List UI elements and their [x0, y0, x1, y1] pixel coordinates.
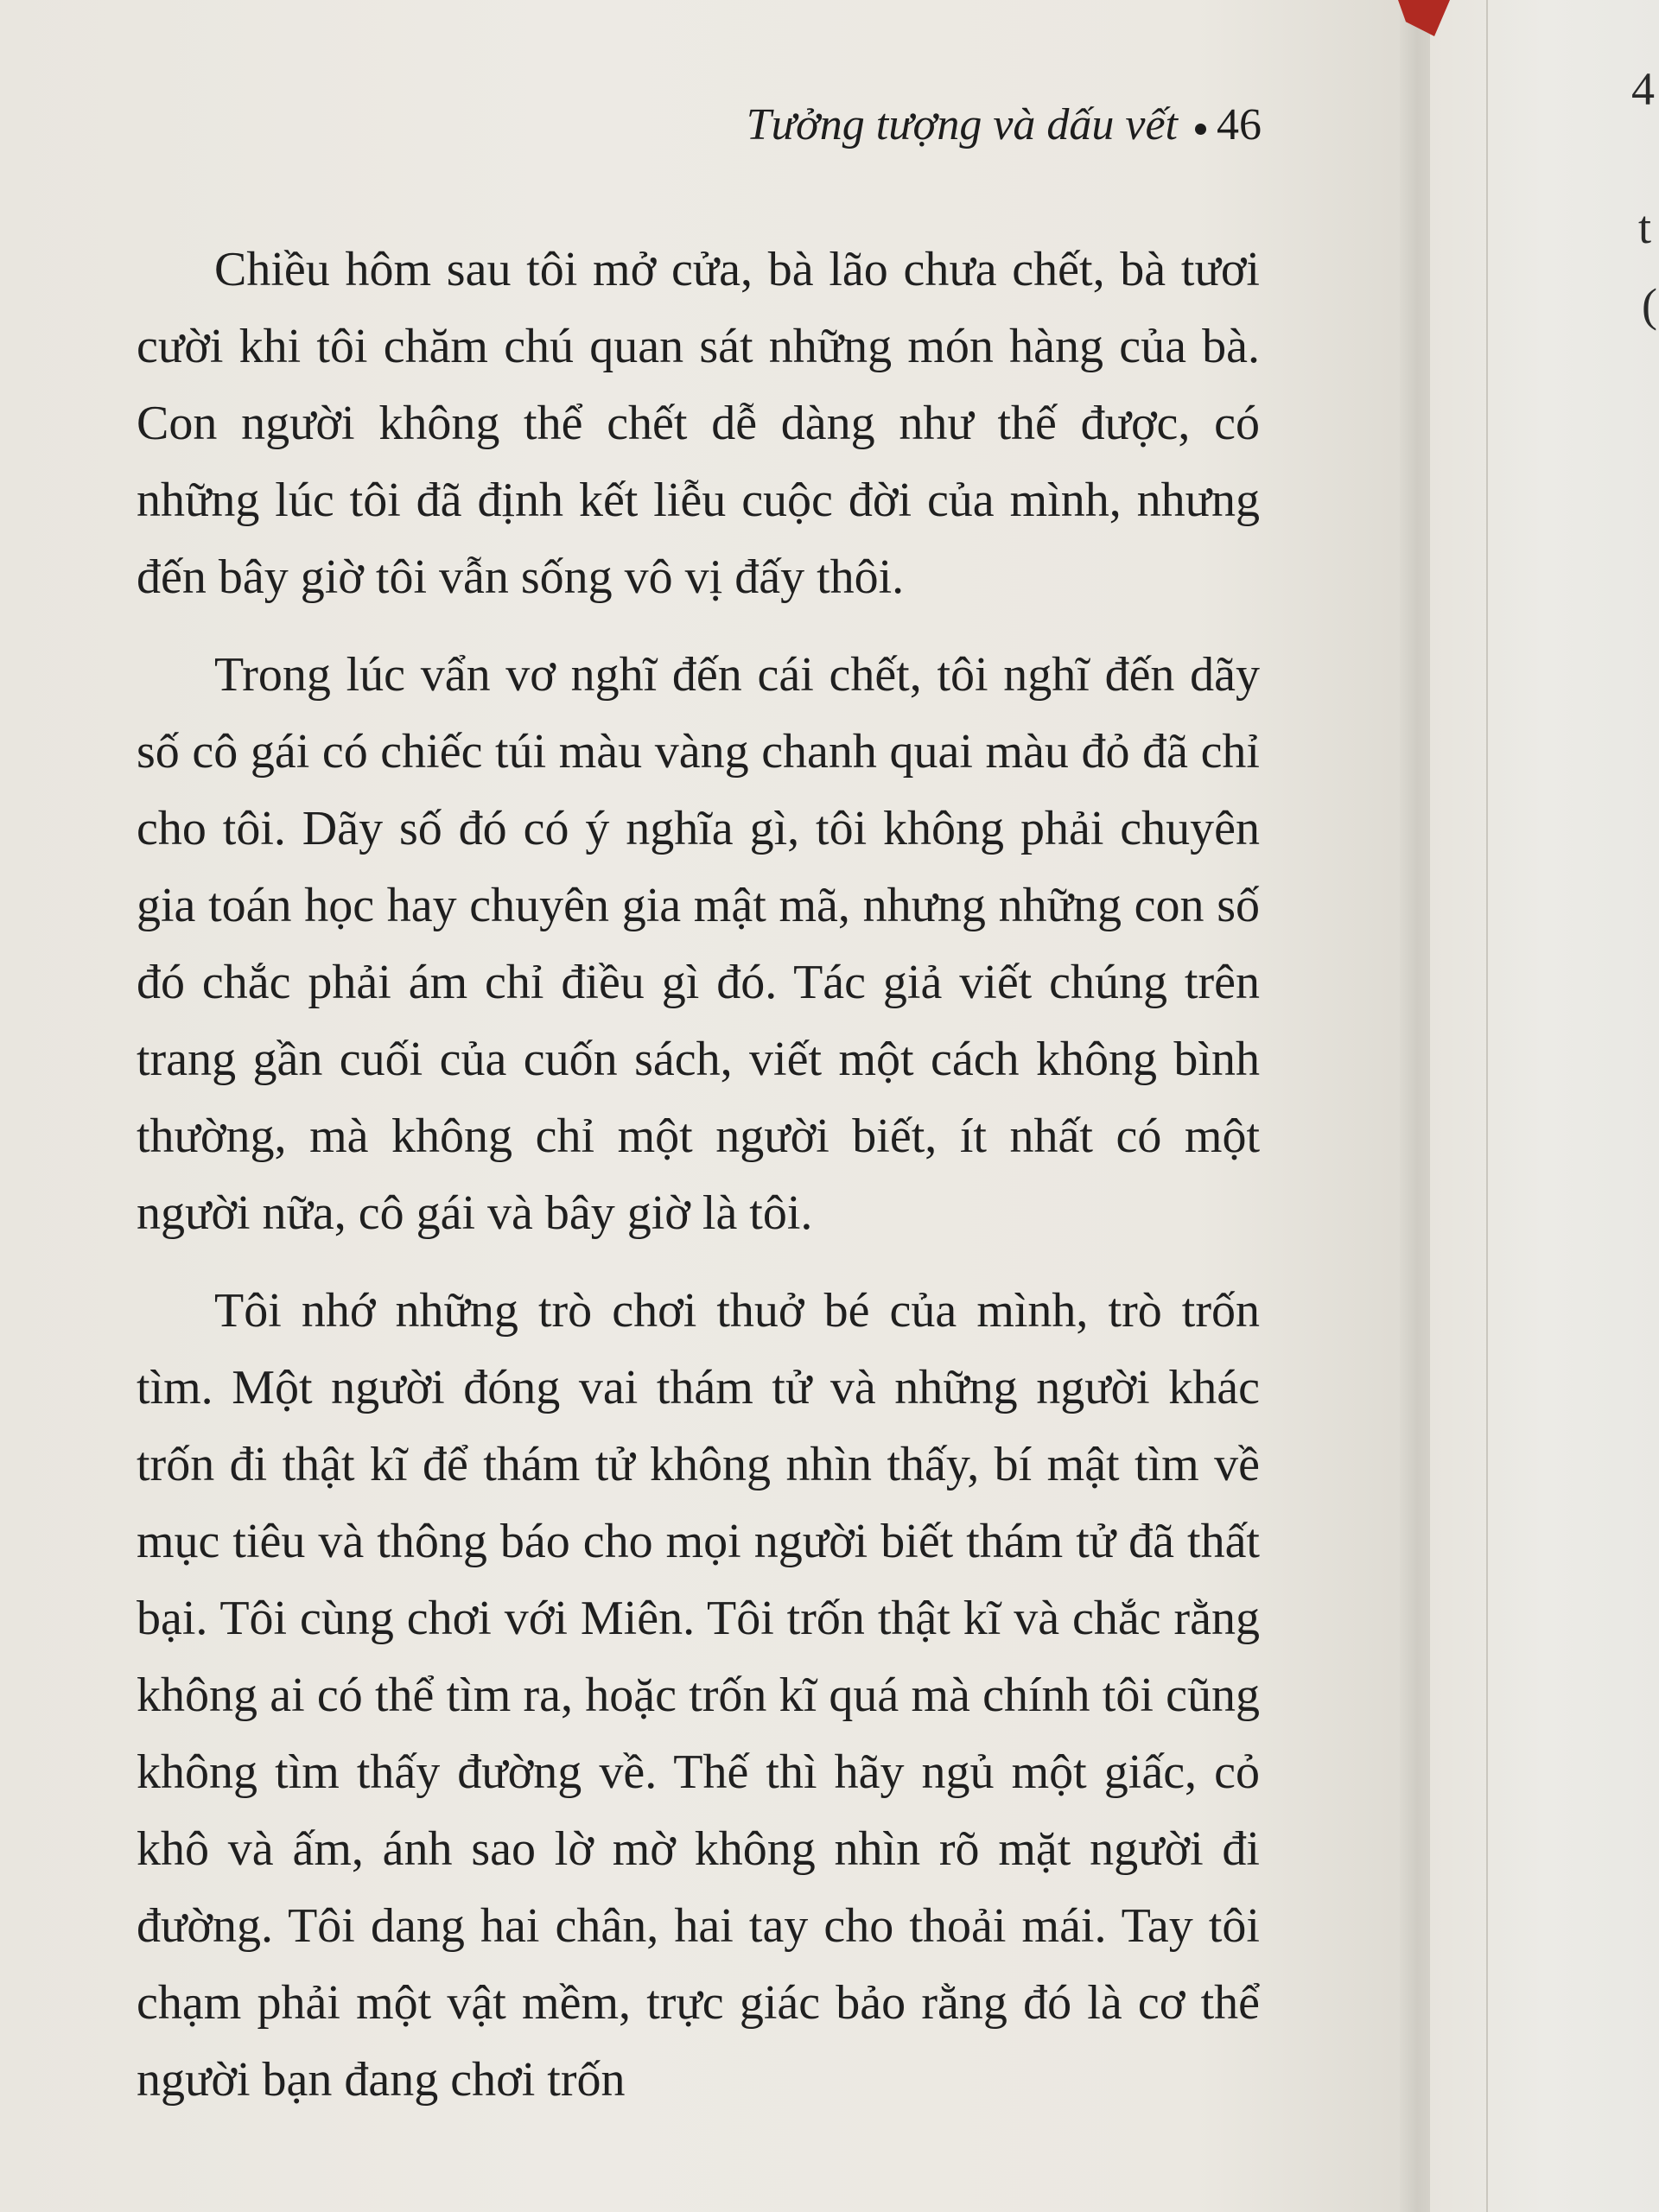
paragraph-3: Tôi nhớ những trò chơi thuở bé của mình, trò trốn tìm. Một người đóng vai thám tử và những người khác trốn đi thật kĩ để thám tử không nhìn thấy, bí mật tìm về mục tiêu và thông báo cho mọi người biết thám tử đã thất bại. Tôi cùng chơi với Miên. Tôi trốn thật kĩ và chắc rằng không ai có thể tìm ra, hoặc trốn kĩ quá mà chính tôi cũng không tìm thấy đường về. Thế thì hãy ngủ một giấc, cỏ khô và ấm, ánh sao lờ mờ không nhìn rõ mặt người đi đường. Tôi dang hai chân, hai tay cho thoải mái. Tay tôi chạm phải một vật mềm, trực giác bảo rằng đó là cơ thể người bạn đang chơi trốn [137, 1284, 1260, 2107]
page-edge-line [1486, 0, 1488, 2212]
page-number: 46 [1217, 100, 1262, 149]
next-page-number-fragment: 4 [1631, 63, 1655, 115]
book-gutter [1400, 0, 1434, 2212]
bullet-separator-icon [1195, 124, 1206, 135]
paragraph-2: Trong lúc vẩn vơ nghĩ đến cái chết, tôi nghĩ đến dãy số cô gái có chiếc túi màu vàng chanh quai màu đỏ đã chỉ cho tôi. Dãy số đó có ý nghĩa gì, tôi không phải chuyên gia toán học hay chuyên gia mật mã, nhưng những con số đó chắc phải ám chỉ điều gì đó. Tác giả viết chúng trên trang gần cuối của cuốn sách, viết một cách không bình thường, mà không chỉ một người biết, ít nhất có một người nữa, cô gái và bây giờ là tôi. [137, 648, 1260, 1240]
body-text [137, 232, 1260, 2139]
next-page-text-fragment: t [1638, 201, 1652, 253]
right-page [1430, 0, 1659, 2212]
running-header [747, 99, 1262, 150]
next-page-text-fragment: ( [1642, 279, 1657, 331]
paragraph-1: Chiều hôm sau tôi mở cửa, bà lão chưa chết, bà tươi cười khi tôi chăm chú quan sát những món hàng của bà. Con người không thể chết dễ dàng như thế được, có những lúc tôi đã định kết liễu cuộc đời của mình, nhưng đến bây giờ tôi vẫn sống vô vị đấy thôi. [137, 243, 1260, 604]
running-title: Tưởng tượng và dấu vết [746, 100, 1178, 149]
